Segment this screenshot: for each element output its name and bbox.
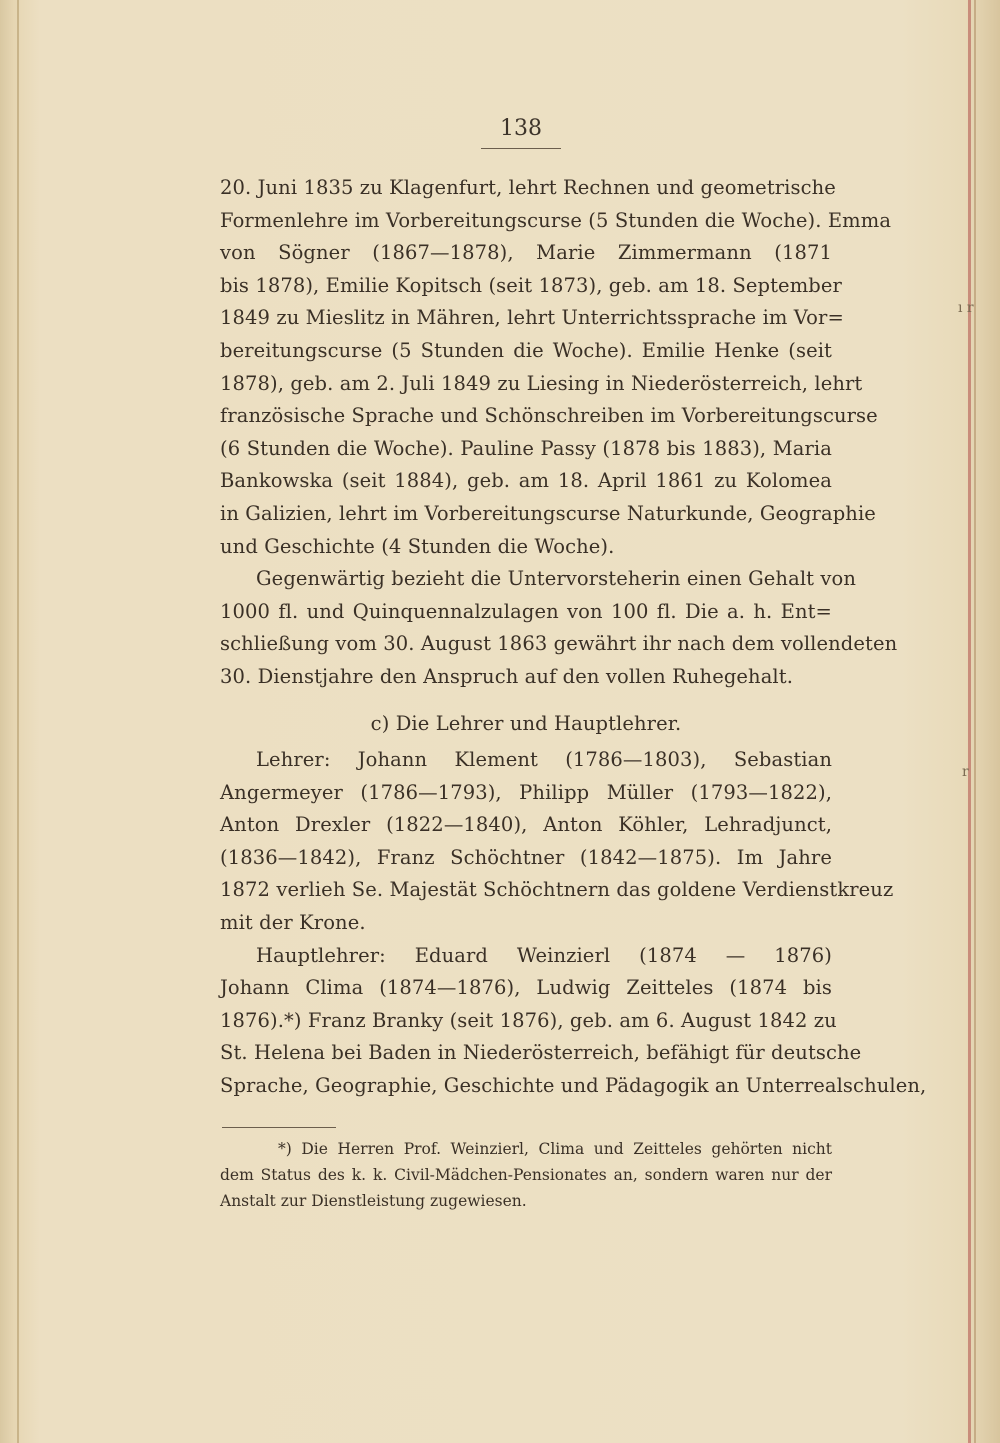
text-line: Formenlehre im Vorbereitungscurse (5 Stunden die Woche). Emma [220,208,892,232]
text-line: Gegenwärtig bezieht die Untervorsteherin einen Gehalt von [256,567,857,591]
footnote-line: *) Die Herren Prof. Weinzierl, Clima und Zeitteles gehörten nicht [278,1140,832,1158]
page-number-rule [481,148,561,149]
text-line: von Sögner (1867—1878), Marie Zimmermann (1871 [220,241,832,265]
footnote-line: dem Status des k. k. Civil-Mädchen-Pensionates an, sondern waren nur der [220,1166,832,1184]
text-line: Johann Clima (1874—1876), Ludwig Zeitteles (1874 bis [220,976,832,1000]
footnotes [220,1136,832,1214]
binding-edge [17,0,19,1443]
footnote-rule [222,1127,336,1128]
page-edge [974,0,976,1443]
text-line: französische Sprache und Schönschreiben im Vorbereitungscurse [220,404,878,428]
page-number: 138 [500,116,542,141]
text-line: in Galizien, lehrt im Vorbereitungscurse Naturkunde, Geographie [220,501,876,525]
section-heading: c) Die Lehrer und Hauptlehrer. [370,711,682,735]
text-line: 1000 fl. und Quinquennalzulagen von 100 fl. Die a. h. Ent= [220,599,832,623]
text-line: (1836—1842), Franz Schöchtner (1842—1875). Im Jahre [220,845,832,869]
text-line: 20. Juni 1835 zu Klagenfurt, lehrt Rechnen und geometrische [220,176,836,199]
text-line: mit der Krone. [220,911,366,935]
margin-mark: r [962,764,969,780]
text-line: und Geschichte (4 Stunden die Woche). [220,534,615,558]
text-line: (6 Stunden die Woche). Pauline Passy (1878 bis 1883), Maria [220,436,832,460]
text-line: Angermeyer (1786—1793), Philipp Müller (1793—1822), [220,780,832,804]
text-line: schließung vom 30. August 1863 gewährt ihr nach dem vollendeten [220,632,898,656]
text-line: 1878), geb. am 2. Juli 1849 zu Liesing in Niederösterreich, lehrt [220,371,863,395]
text-line: 30. Dienstjahre den Anspruch auf den vollen Ruhegehalt. [220,664,794,688]
text-line: 1849 zu Mieslitz in Mähren, lehrt Unterrichtssprache im Vor= [220,306,844,330]
text-line: bereitungscurse (5 Stunden die Woche). Emilie Henke (seit [220,338,832,362]
text-line: Lehrer: Johann Klement (1786—1803), Sebastian [256,748,832,772]
footnote-line: Anstalt zur Dienstleistung zugewiesen. [220,1192,527,1210]
main-text [220,172,927,1103]
text-line: Hauptlehrer: Eduard Weinzierl (1874 — 1876) [256,943,832,967]
page-edge-red [968,0,971,1443]
text-line: 1876).*) Franz Branky (seit 1876), geb. am 6. August 1842 zu [220,1008,837,1032]
text-line: Anton Drexler (1822—1840), Anton Köhler, Lehradjunct, [220,813,832,837]
text-line: St. Helena bei Baden in Niederösterreich, befähigt für deutsche [220,1041,862,1065]
text-line: Sprache, Geographie, Geschichte und Pädagogik an Unterrealschulen, [220,1074,927,1098]
text-line: bis 1878), Emilie Kopitsch (seit 1873), geb. am 18. September [220,273,842,297]
text-line: 1872 verlieh Se. Majestät Schöchtnern das goldene Verdienstkreuz [220,878,894,902]
margin-mark: ı r [958,300,974,316]
text-line: Bankowska (seit 1884), geb. am 18. April 1861 zu Kolomea [220,469,832,493]
